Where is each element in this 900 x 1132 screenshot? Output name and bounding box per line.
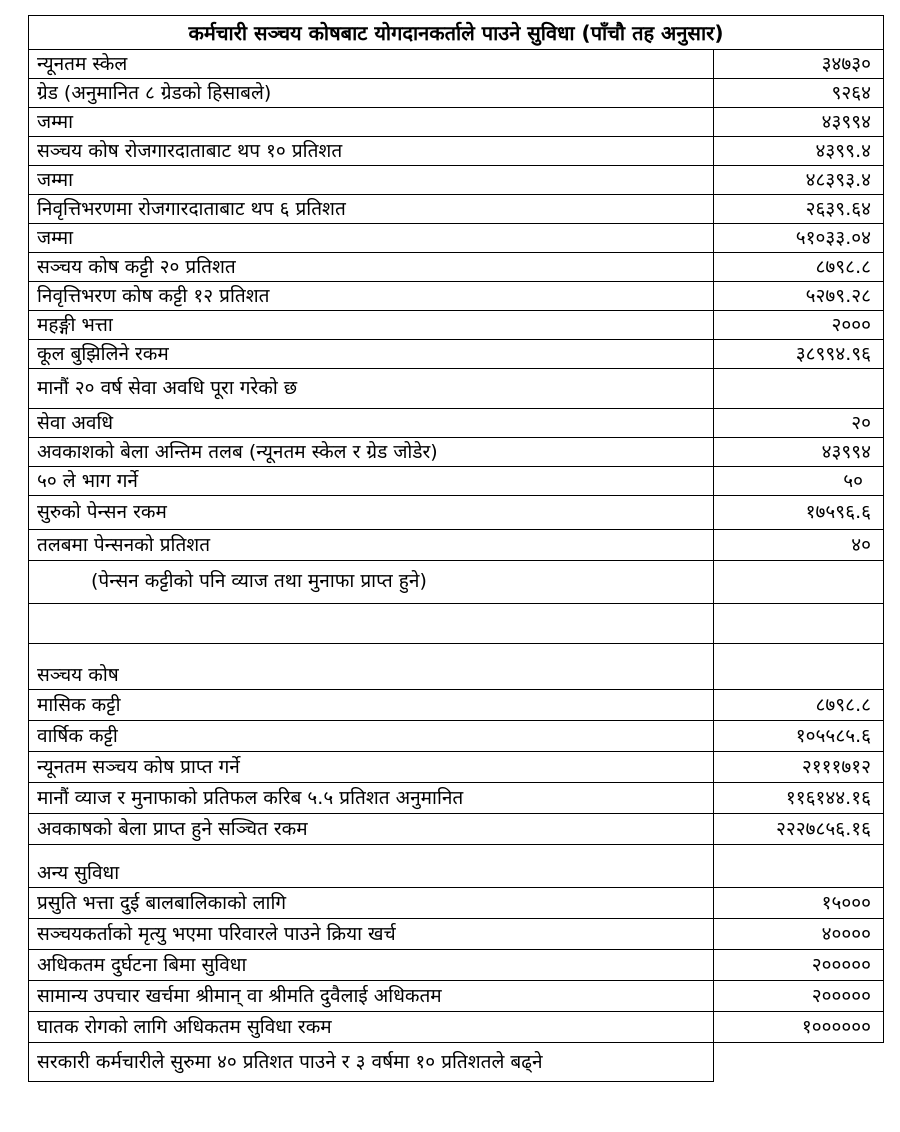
row-label: सुरुको पेन्सन रकम [29,496,714,530]
empty-cell [714,369,884,409]
table-row [29,950,884,981]
table-row [29,79,884,108]
table-row [29,195,884,224]
table-row [29,409,884,438]
row-value: ९२६४ [714,79,884,108]
table-title: कर्मचारी सञ्चय कोषबाट योगदानकर्ताले पाउने सुविधा (पाँचौ तह अनुसार) [29,16,884,50]
row-value: २००००० [714,950,884,981]
row-value: २२२७८५६.१६ [714,814,884,845]
empty-cell [714,644,884,690]
note-row [29,561,884,604]
table-row [29,438,884,467]
row-value: ४३९९४ [714,438,884,467]
row-label: ५० ले भाग गर्ने [29,467,714,496]
row-label: तलबमा पेन्सनको प्रतिशत [29,530,714,561]
empty-cell [714,561,884,604]
row-label: सञ्चय कोष कट्टी २० प्रतिशत [29,253,714,282]
table-row [29,108,884,137]
row-label: सञ्चयकर्ताको मृत्यु भएमा परिवारले पाउने क्रिया खर्च [29,919,714,950]
row-label: निवृत्तिभरण कोष कट्टी १२ प्रतिशत [29,282,714,311]
row-label: मासिक कट्टी [29,690,714,721]
row-value: २००० [714,311,884,340]
row-value: १५००० [714,888,884,919]
benefits-table [28,15,884,1082]
row-value: ५२७९.२८ [714,282,884,311]
row-label: प्रसुति भत्ता दुई बालबालिकाको लागि [29,888,714,919]
table-row [29,981,884,1012]
table-row [29,814,884,845]
pension-heading: मानौं २० वर्ष सेवा अवधि पूरा गरेको छ [29,369,714,409]
row-label: घातक रोगको लागि अधिकतम सुविधा रकम [29,1012,714,1043]
row-value: ३४७३० [714,50,884,79]
table-row [29,919,884,950]
row-label: जम्मा [29,166,714,195]
row-value: ४८३९३.४ [714,166,884,195]
row-value: ११६१४४.१६ [714,783,884,814]
row-value: २००००० [714,981,884,1012]
empty-cell [29,604,714,644]
row-label: कूल बुझिलिने रकम [29,340,714,369]
row-label: अवकाषको बेला प्राप्त हुने सञ्चित रकम [29,814,714,845]
row-label: अवकाशको बेला अन्तिम तलब (न्यूनतम स्केल र ग्रेड जोडेर) [29,438,714,467]
row-value: ५१०३३.०४ [714,224,884,253]
table-row [29,752,884,783]
table-row [29,311,884,340]
table-row [29,530,884,561]
empty-cell [714,604,884,644]
table-row [29,467,884,496]
row-label: न्यूनतम सञ्चय कोष प्राप्त गर्ने [29,752,714,783]
table-row [29,690,884,721]
row-label: न्यूनतम स्केल [29,50,714,79]
row-label: निवृत्तिभरणमा रोजगारदाताबाट थप ६ प्रतिशत [29,195,714,224]
row-label: ग्रेड (अनुमानित ८ ग्रेडको हिसाबले) [29,79,714,108]
row-value: २१११७१२ [714,752,884,783]
table-row [29,783,884,814]
table-row [29,340,884,369]
other-heading: अन्य सुविधा [29,845,714,888]
row-value: ८७९८.८ [714,690,884,721]
table-row [29,253,884,282]
row-value: ४३९९.४ [714,137,884,166]
row-label: मानौं व्याज र मुनाफाको प्रतिफल करिब ५.५ प्रतिशत अनुमानित [29,783,714,814]
row-label: जम्मा [29,108,714,137]
provident-heading: सञ्चय कोष [29,644,714,690]
row-label: सञ्चय कोष रोजगारदाताबाट थप १० प्रतिशत [29,137,714,166]
row-value: १०००००० [714,1012,884,1043]
table-row [29,50,884,79]
title-row [29,16,884,50]
row-value: १७५९६.६ [714,496,884,530]
row-value: ८७९८.८ [714,253,884,282]
blank-row [29,604,884,644]
row-value: २६३९.६४ [714,195,884,224]
footer-note: सरकारी कर्मचारीले सुरुमा ४० प्रतिशत पाउने र ३ वर्षमा १० प्रतिशतले बढ्ने [29,1043,714,1082]
footer-row [29,1043,884,1082]
row-value: ४०००० [714,919,884,950]
row-value: ४३९९४ [714,108,884,137]
row-label: वार्षिक कट्टी [29,721,714,752]
table-row [29,496,884,530]
table-row [29,166,884,195]
pension-note: (पेन्सन कट्टीको पनि व्याज तथा मुनाफा प्राप्त हुने) [29,561,714,604]
row-value: ३८९९४.९६ [714,340,884,369]
row-label: सामान्य उपचार खर्चमा श्रीमान् वा श्रीमति दुवैलाई अधिकतम [29,981,714,1012]
row-label: महङ्गी भत्ता [29,311,714,340]
row-value: २० [714,409,884,438]
row-label: अधिकतम दुर्घटना बिमा सुविधा [29,950,714,981]
empty-cell [714,845,884,888]
table-row [29,721,884,752]
table-row [29,888,884,919]
row-value: ५० [714,467,884,496]
section-heading-row [29,845,884,888]
empty-cell [714,1043,884,1082]
row-value: ४० [714,530,884,561]
table-row [29,1012,884,1043]
row-label: सेवा अवधि [29,409,714,438]
table-row [29,224,884,253]
section-heading-row [29,644,884,690]
row-label: जम्मा [29,224,714,253]
section-heading-row [29,369,884,409]
row-value: १०५५८५.६ [714,721,884,752]
table-row [29,282,884,311]
table-row [29,137,884,166]
